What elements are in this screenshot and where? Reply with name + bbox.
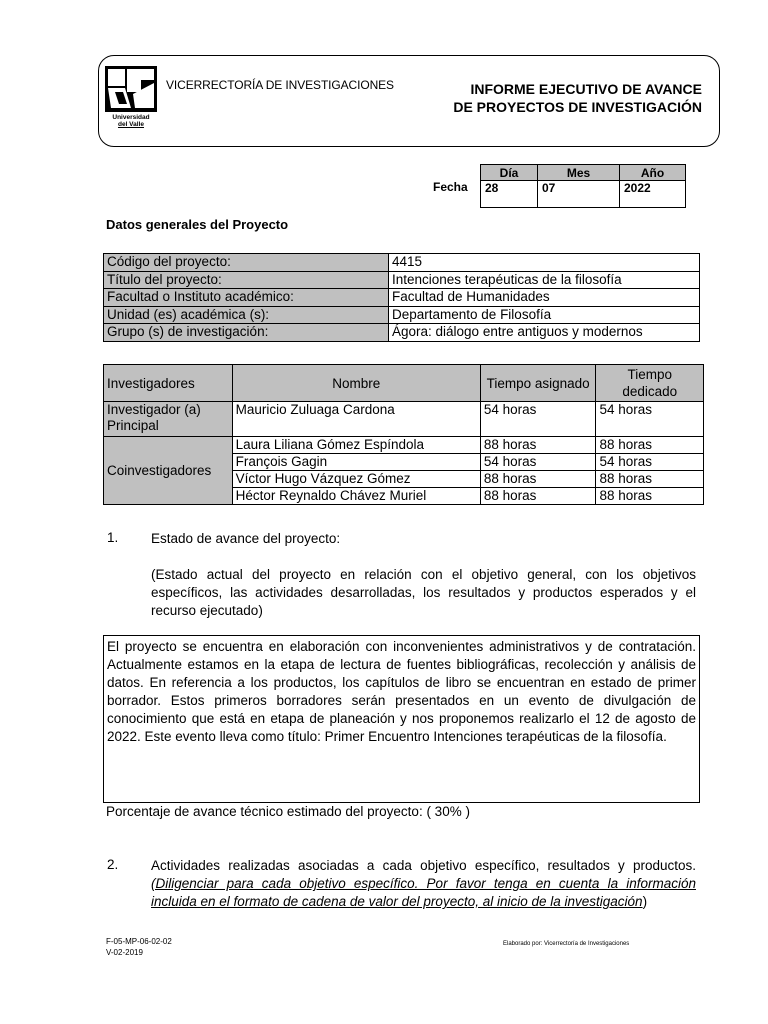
logo-mark-icon: [105, 66, 157, 114]
section2-note: (Diligenciar para cada objetivo específico. Por favor tenga en cuenta la información incluida en el formato de cadena de valor del proyecto, al inicio de la investigación: [151, 876, 696, 909]
table-row: [104, 306, 700, 324]
fecha-ano: 2022: [620, 181, 686, 208]
codigo-value: 4415: [389, 254, 700, 272]
section1-body: El proyecto se encuentra en elaboración con inconvenientes administrativos y de contratación. Actualmente estamos en la etapa de lectura de fuentes bibliográficas, recolección y análisis de datos. En referencia a los productos, los capítulos de libro se encuentran en estado de primer borrador. Estos primeros borradores serán presentados en un evento de divulgación de conocimiento que está en etapa de planeación y nos proponemos realizarlo el 12 de agosto de 2022. Este evento lleva como título: Primer Encuentro Intenciones terapéuticas de la filosofía.: [103, 635, 700, 803]
coinv-asignado: 88 horas: [480, 437, 596, 454]
titulo-value: Intenciones terapéuticas de la filosofía: [389, 271, 700, 289]
fecha-header-dia: Día: [481, 165, 538, 181]
fecha-mes: 07: [538, 181, 620, 208]
table-row: [104, 254, 700, 272]
table-header-row: [104, 365, 704, 402]
section2-number: 2.: [107, 857, 119, 872]
fecha-header-ano: Año: [620, 165, 686, 181]
grupo-label: Grupo (s) de investigación:: [104, 324, 389, 342]
header-tiempo-asignado: Tiempo asignado: [480, 365, 596, 402]
coinv-asignado: 88 horas: [480, 471, 596, 488]
logo-text: Universidad del Valle: [112, 114, 150, 128]
header-investigadores: Investigadores: [104, 365, 233, 402]
titulo-label: Título del proyecto:: [104, 271, 389, 289]
section1-instructions: (Estado actual del proyecto en relación con el objetivo general, con los objetivos específicos, las actividades desarrolladas, los resultados y productos esperados y el recurso ejecutado): [151, 567, 696, 618]
section1-number: 1.: [107, 530, 119, 545]
coinv-name: Laura Liliana Gómez Espíndola: [232, 437, 480, 454]
header-tiempo-dedicado: Tiempo dedicado: [596, 365, 704, 402]
investigadores-table: [103, 364, 704, 505]
table-row: [104, 402, 704, 437]
fecha-label: Fecha: [433, 180, 468, 194]
fecha-table: [480, 164, 686, 208]
table-row: [104, 271, 700, 289]
coinv-asignado: 54 horas: [480, 454, 596, 471]
university-logo: [105, 66, 157, 144]
footer-code: F-05-MP-06-02-02 V-02-2019: [106, 937, 172, 957]
coinv-name: Víctor Hugo Vázquez Gómez: [232, 471, 480, 488]
facultad-label: Facultad o Instituto académico:: [104, 289, 389, 307]
vicerrectoria-label: VICERRECTORÍA DE INVESTIGACIONES: [166, 78, 394, 92]
coinv-name: François Gagin: [232, 454, 480, 471]
datos-generales-table: [103, 253, 700, 342]
coinv-dedicado: 88 horas: [596, 471, 704, 488]
principal-name: Mauricio Zuluaga Cardona: [232, 402, 480, 437]
fecha-dia: 28: [481, 181, 538, 208]
avance-percentage: Porcentaje de avance técnico estimado del proyecto: ( 30% ): [106, 804, 470, 819]
unidad-value: Departamento de Filosofía: [389, 306, 700, 324]
datos-generales-title: Datos generales del Proyecto: [106, 217, 289, 232]
coinv-dedicado: 88 horas: [596, 437, 704, 454]
section1-title: Estado de avance del proyecto:: [151, 531, 341, 546]
grupo-value: Ágora: diálogo entre antiguos y modernos: [389, 324, 700, 342]
coinv-asignado: 88 horas: [480, 488, 596, 505]
role-coinvestigadores: Coinvestigadores: [104, 437, 233, 505]
principal-dedicado: 54 horas: [596, 402, 704, 437]
facultad-value: Facultad de Humanidades: [389, 289, 700, 307]
fecha-header-mes: Mes: [538, 165, 620, 181]
principal-asignado: 54 horas: [480, 402, 596, 437]
section2-main: Actividades realizadas asociadas a cada objetivo específico, resultados y productos.: [151, 858, 696, 873]
table-row: [104, 324, 700, 342]
footer-elaborado: Elaborado por: Vicerrectoría de Investigaciones: [503, 941, 630, 947]
coinv-dedicado: 88 horas: [596, 488, 704, 505]
section2-close: ): [642, 894, 648, 909]
header-nombre: Nombre: [232, 365, 480, 402]
table-row: [104, 437, 704, 454]
table-row: [104, 289, 700, 307]
role-principal: Investigador (a) Principal: [104, 402, 233, 437]
section2-text: [151, 857, 696, 911]
unidad-label: Unidad (es) académica (s):: [104, 306, 389, 324]
coinv-name: Héctor Reynaldo Chávez Muriel: [232, 488, 480, 505]
codigo-label: Código del proyecto:: [104, 254, 389, 272]
report-title: INFORME EJECUTIVO DE AVANCE DE PROYECTOS DE INVESTIGACIÓN: [453, 81, 702, 115]
coinv-dedicado: 54 horas: [596, 454, 704, 471]
